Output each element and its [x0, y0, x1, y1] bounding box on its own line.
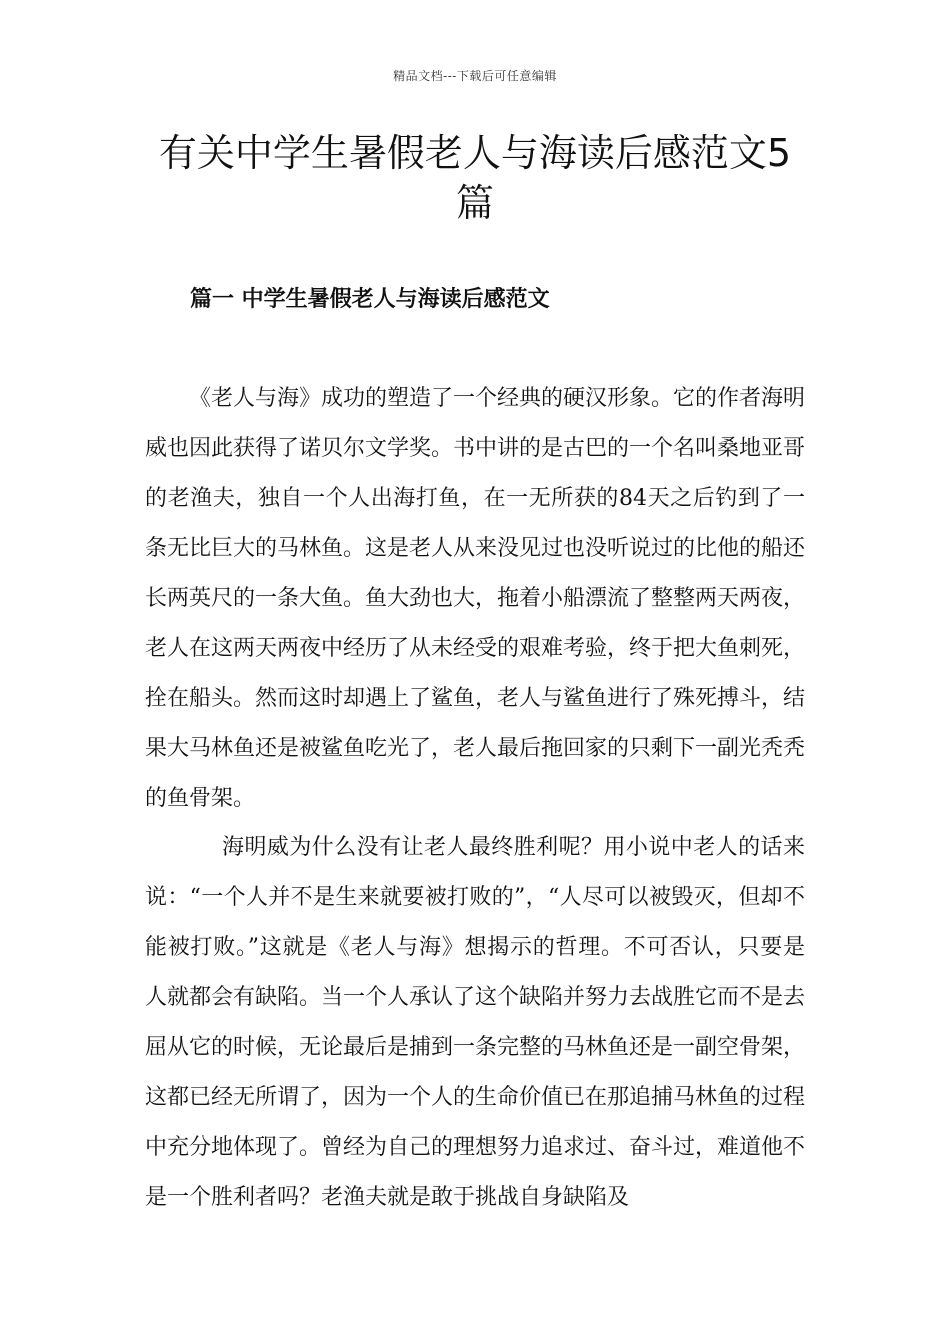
- body-paragraph-1: 《老人与海》成功的塑造了一个经典的硬汉形象。它的作者海明威也因此获得了诺贝尔文学奖。书中讲的是古巴的一个名叫桑地亚哥的老渔夫，独自一个人出海打鱼，在一无所获的84天之后钓到了一条无比巨大的马林鱼。这是老人从来没见过也没听说过的比他的船还长两英尺的一条大鱼。鱼大劲也大，拖着小船漂流了整整两天两夜，老人在这两天两夜中经历了从未经受的艰难考验，终于把大鱼刺死，拴在船头。然而这时却遇上了鲨鱼，老人与鲨鱼进行了殊死搏斗，结果大马林鱼还是被鲨鱼吃光了，老人最后拖回家的只剩下一副光秃秃的鱼骨架。: [145, 386, 806, 811]
- section-heading: 篇一 中学生暑假老人与海读后感范文: [190, 286, 550, 312]
- header-note: 精品文档---下载后可任意编辑: [393, 69, 557, 83]
- body-paragraph-2: 海明威为什么没有让老人最终胜利呢？用小说中老人的话来说：“一个人并不是生来就要被打败的”，“人尽可以被毁灭，但却不能被打败。”这就是《老人与海》想揭示的哲理。不可否认，只要是人就都会有缺陷。当一个人承认了这个缺陷并努力去战胜它而不是去屈从它的时候，无论最后是捕到一条完整的马林鱼还是一副空骨架，这都已经无所谓了，因为一个人的生命价值已在那追捕马林鱼的过程中充分地体现了。曾经为自己的理想努力追求过、奋斗过，难道他不是一个胜利者吗？老渔夫就是敢于挑战自身缺陷及: [145, 835, 806, 1210]
- document-title: 有关中学生暑假老人与海读后感范文5篇: [158, 131, 792, 225]
